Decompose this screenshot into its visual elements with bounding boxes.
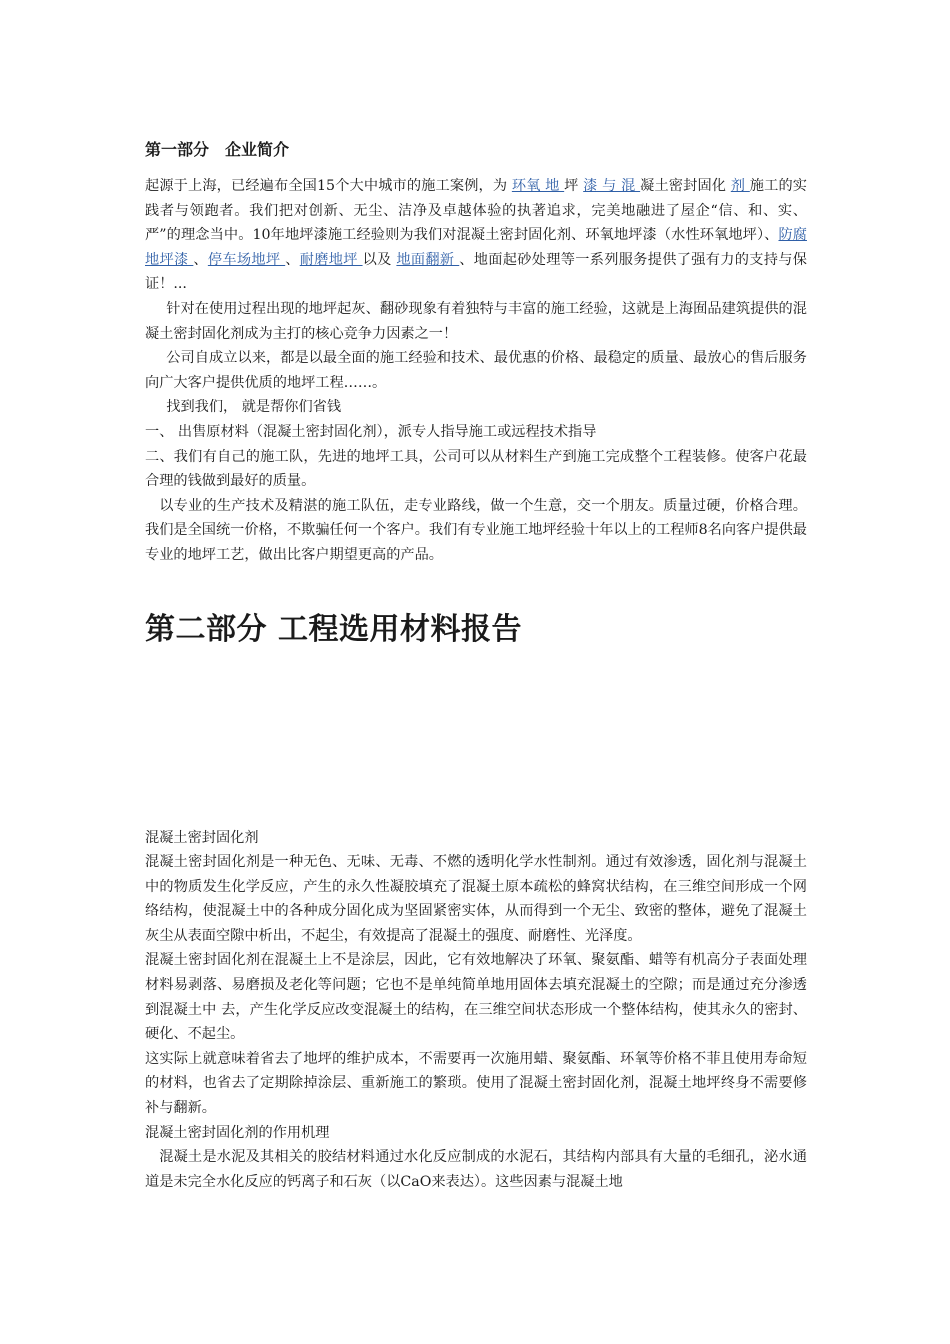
document-page <box>145 128 807 1194</box>
link-parking-floor[interactable]: 停车场地坪 <box>207 251 286 268</box>
intro-text: 以及 <box>362 251 397 268</box>
section-title-part1: 第一部分 企业简介 <box>145 140 290 159</box>
list-item-2: 二、我们有自己的施工队，先进的地坪工具，公司可以从材料生产到施工完成整个工程装修。使客户花最合理的钱做到最好的质量。 <box>145 448 807 490</box>
intro-text: 凝土密封固化 <box>640 178 731 194</box>
intro-text: 、 <box>285 251 300 268</box>
link-agent[interactable]: 剂 <box>730 178 750 194</box>
intro-text: 、地面起砂处理等一系列服务提供了强有力的支持与保证！... <box>145 251 807 293</box>
intro-paragraph <box>145 174 807 297</box>
intro-text: 、 <box>193 251 208 268</box>
intro-text: 施工的实践者与领跑者。我们把对创新、无尘、洁净及卓越体验的执著追求，完美地融进了屋企“信、和、实、严”的理念当中。10年地坪漆施工经验则为我们对混凝土密封固化剂、环氧地坪漆（水性环氧地坪）、 <box>145 178 807 244</box>
link-floor-renovation[interactable]: 地面翻新 <box>396 251 460 268</box>
paragraph-find-us: 找到我们， 就是帮你们省钱 <box>166 399 342 416</box>
link-epoxy-floor[interactable]: 环氧 地 <box>511 178 565 194</box>
section-title-part2: 第二部分 工程选用材料报告 <box>145 611 522 647</box>
paragraph-sealer-1: 混凝土密封固化剂是一种无色、无味、无毒、不燃的透明化学水性制剂。通过有效渗透，固化剂与混凝土中的物质发生化学反应，产生的永久性凝胶填充了混凝土原本疏松的蜂窝状结构，在三维空间形成一个网络结构，使混凝土中的各种成分固化成为坚固紧密实体，从而得到一个无尘、致密的整体，避免了混凝土灰尘从表面空隙中析出，不起尘，有效提高了混凝土的强度、耐磨性、光泽度。 <box>145 854 807 944</box>
blank-space <box>145 650 807 826</box>
paragraph-professional: 以专业的生产技术及精湛的施工队伍，走专业路线，做一个生意，交一个朋友。质量过硬，价格合理。我们是全国统一价格，不欺骗任何一个客户。我们有专业施工地坪经验十年以上的工程师8名向客户提供最专业的地坪工艺，做出比客户期望更高的产品。 <box>145 497 807 563</box>
list-item-1: 一、 出售原材料（混凝土密封固化剂），派专人指导施工或远程技术指导 <box>145 423 597 440</box>
link-anticorrosion-floor-paint[interactable]: 防腐地坪漆 <box>145 227 807 268</box>
intro-text: 坪 <box>564 178 584 194</box>
paragraph-sealer-3: 这实际上就意味着省去了地坪的维护成本，不需要再一次施用蜡、聚氨酯、环氧等价格不菲且使用寿命短的材料，也省去了定期除掉涂层、重新施工的繁琐。使用了混凝土密封固化剂，混凝土地坪终身不需要修补与翻新。 <box>145 1050 807 1117</box>
subsection-title-sealer: 混凝土密封固化剂 <box>145 829 259 846</box>
intro-text: 起源于上海，已经遍布全国15个大中城市的施工案例，为 <box>145 178 512 194</box>
paragraph-experience: 针对在使用过程出现的地坪起灰、翻砂现象有着独特与丰富的施工经验，这就是上海囿品建筑提供的混凝土密封固化剂成为主打的核心竞争力因素之一！ <box>145 300 807 342</box>
paragraph-sealer-2: 混凝土密封固化剂在混凝土上不是涂层，因此，它有效地解决了环氧、聚氨酯、蜡等有机高分子表面处理材料易剥落、易磨损及老化等问题；它也不是单纯简单地用固体去填充混凝土的空隙；而是通过充分渗透到混凝土中 去，产生化学反应改变混凝土的结构，在三维空间状态形成一个整体结构，使其永久的密封、硬化、不起尘。 <box>145 952 807 1043</box>
link-paint-and-concrete[interactable]: 漆 与 混 <box>583 178 641 194</box>
subsection-title-mechanism: 混凝土密封固化剂的作用机理 <box>145 1124 330 1141</box>
paragraph-company: 公司自成立以来，都是以最全面的施工经验和技术、最优惠的价格、最稳定的质量、最放心的售后服务向广大客户提供优质的地坪工程……。 <box>145 350 807 391</box>
paragraph-mechanism-1: 混凝土是水泥及其相关的胶结材料通过水化反应制成的水泥石，其结构内部具有大量的毛细孔，泌水通道是未完全水化反应的钙离子和石灰（以CaO来表达）。这些因素与混凝土地 <box>145 1149 807 1190</box>
link-wear-resistant-floor[interactable]: 耐磨地坪 <box>299 251 363 268</box>
